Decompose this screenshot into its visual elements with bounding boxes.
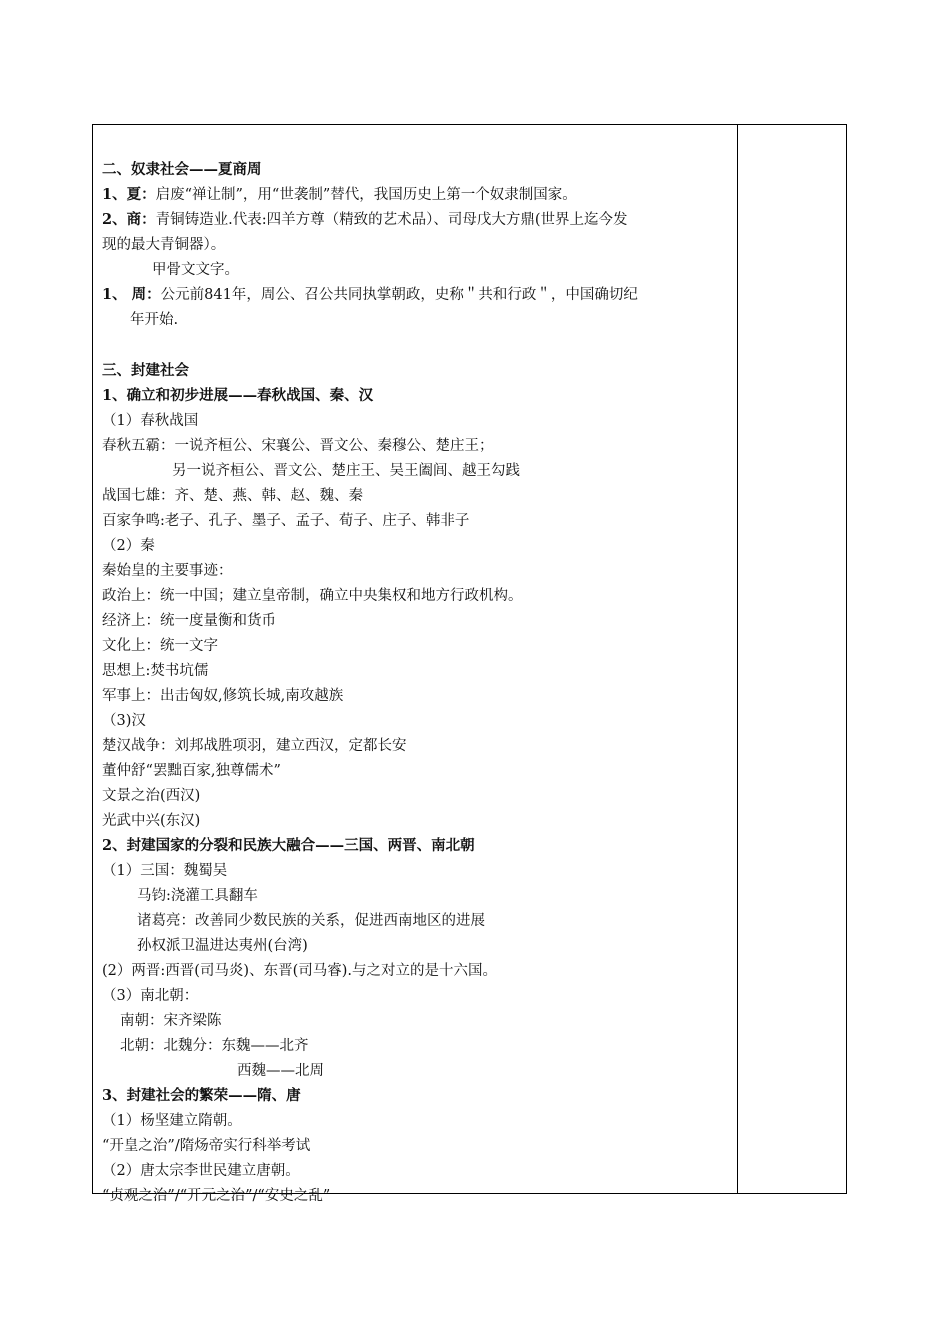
outline-line: 另一说齐桓公、晋文公、楚庄王、吴王阖闾、越王勾践 (172, 463, 520, 479)
outline-line: 2、商：青铜铸造业.代表:四羊方尊（精致的艺术品）、司母戊大方鼎(世界上迄今发 (102, 211, 628, 228)
outline-line: 文化上：统一文字 (102, 638, 218, 654)
outline-line: （1）杨坚建立隋朝。 (102, 1113, 242, 1129)
outline-line: 1、 周：公元前841年，周公、召公共同执掌朝政，史称＂共和行政＂，中国确切纪 (102, 286, 638, 303)
outline-line: （3）南北朝： (102, 988, 199, 1004)
outline-line: 南朝：宋齐梁陈 (120, 1013, 222, 1029)
item-lead: 1、夏： (102, 186, 156, 203)
outline-line: 军事上：出击匈奴,修筑长城,南攻越族 (102, 688, 344, 704)
outline-line: (2）两晋:西晋(司马炎)、东晋(司马睿).与之对立的是十六国。 (102, 963, 498, 979)
outline-line: “开皇之治”/隋炀帝实行科举考试 (102, 1138, 311, 1154)
outline-line: （3)汉 (102, 713, 146, 729)
section-heading: 1、确立和初步进展——春秋战国、秦、汉 (102, 387, 374, 404)
outline-line: “贞观之治”/“开元之治”/“安史之乱” (102, 1188, 331, 1204)
outline-line: 甲骨文文字。 (152, 262, 239, 278)
outline-line: 年开始. (130, 312, 179, 328)
outline-line: 经济上：统一度量衡和货币 (102, 613, 276, 629)
section-heading: 二、奴隶社会——夏商周 (102, 161, 262, 178)
outline-line: （1）三国：魏蜀吴 (102, 863, 228, 879)
outline-line: 战国七雄：齐、楚、燕、韩、赵、魏、秦 (102, 488, 363, 504)
section-heading: 3、封建社会的繁荣——隋、唐 (102, 1087, 301, 1104)
outline-line: 光武中兴(东汉) (102, 813, 201, 829)
outline-line: 北朝：北魏分：东魏——北齐 (120, 1038, 309, 1054)
outline-line: 马钧:浇灌工具翻车 (137, 888, 258, 904)
outline-line: 政治上：统一中国；建立皇帝制，确立中央集权和地方行政机构。 (102, 588, 523, 604)
outline-line: 现的最大青铜器）。 (102, 237, 226, 253)
outline-line: 孙权派卫温进达夷州(台湾) (137, 938, 308, 954)
outline-line: 西魏——北周 (237, 1063, 324, 1079)
outline-line: 春秋五霸：一说齐桓公、宋襄公、晋文公、秦穆公、楚庄王； (102, 438, 494, 454)
outline-line: 楚汉战争：刘邦战胜项羽，建立西汉，定都长安 (102, 738, 407, 754)
item-lead: 2、商： (102, 211, 156, 228)
outline-line: 1、夏：启废“禅让制”，用“世袭制”替代，我国历史上第一个奴隶制国家。 (102, 186, 577, 203)
outline-table (92, 124, 847, 1204)
section-heading: 2、封建国家的分裂和民族大融合——三国、两晋、南北朝 (102, 837, 475, 854)
outline-line: 秦始皇的主要事迹： (102, 563, 233, 579)
outline-line: 董仲舒“罢黜百家,独尊儒术” (102, 763, 281, 779)
column-divider (737, 125, 738, 1193)
outline-line: 文景之治(西汉) (102, 788, 201, 804)
outline-line: 诸葛亮：改善同少数民族的关系，促进西南地区的进展 (137, 913, 485, 929)
outline-line: （1）春秋战国 (102, 413, 199, 429)
outline-line: （2）秦 (102, 538, 155, 554)
outline-line: 思想上:焚书坑儒 (102, 663, 209, 679)
outline-line: 百家争鸣:老子、孔子、墨子、孟子、荀子、庄子、韩非子 (102, 513, 470, 529)
section-heading: 三、封建社会 (102, 362, 189, 379)
item-lead: 1、 周： (102, 286, 161, 303)
outline-line: （2）唐太宗李世民建立唐朝。 (102, 1163, 300, 1179)
